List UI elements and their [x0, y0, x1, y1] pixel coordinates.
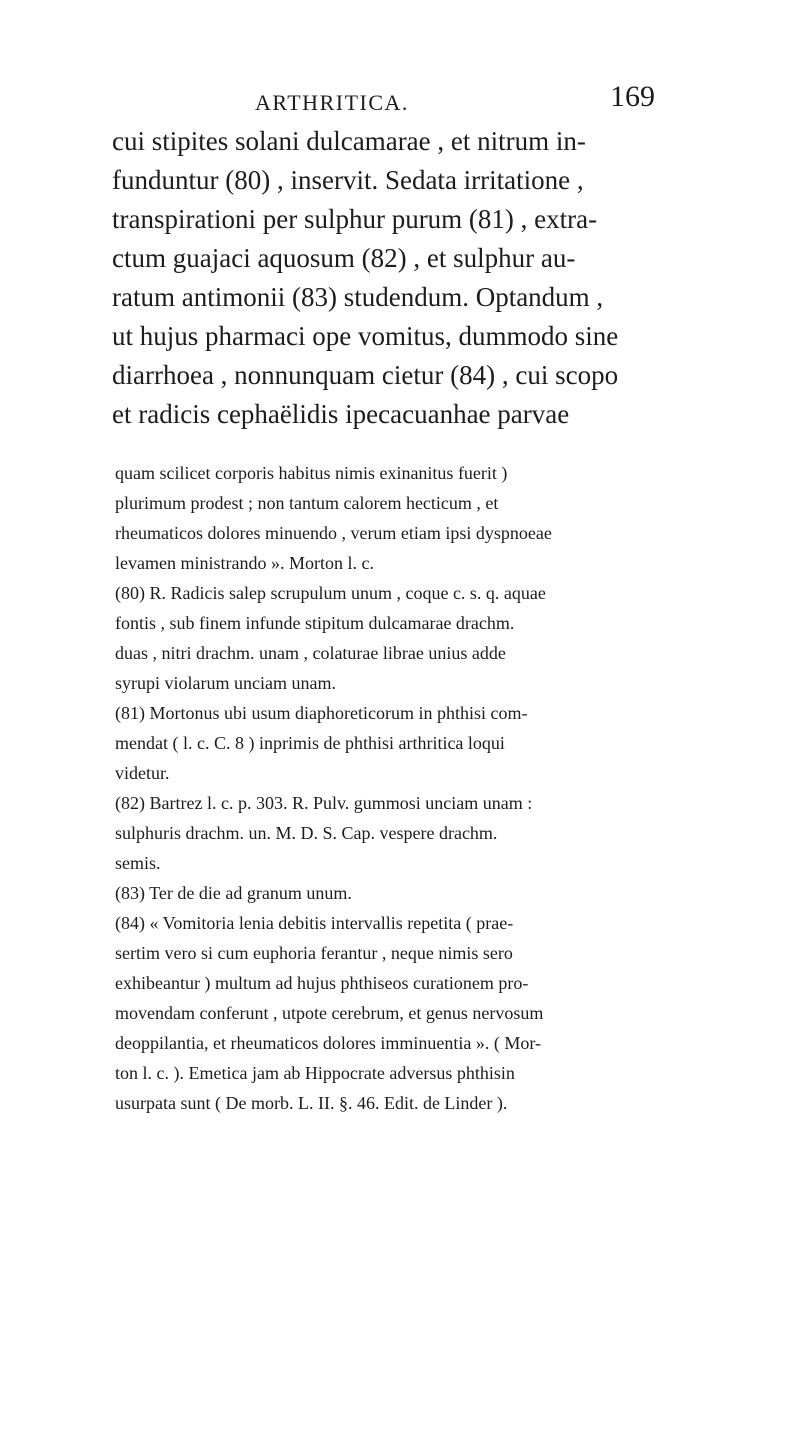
footnote-line: (83) Ter de die ad granum unum. — [115, 883, 352, 903]
footnote-line: videtur. — [115, 763, 170, 783]
main-text-line: funduntur (80) , inservit. Sedata irritatione , — [112, 165, 584, 195]
footnote-line: rheumaticos dolores minuendo , verum etiam ipsi dyspnoeae — [115, 523, 552, 543]
footnote-line: sulphuris drachm. un. M. D. S. Cap. vespere drachm. — [115, 823, 498, 843]
footnote-line: (80) R. Radicis salep scrupulum unum , coque c. s. q. aquae — [115, 583, 546, 603]
footnote-line: deoppilantia, et rheumaticos dolores imminuentia ». ( Mor- — [115, 1033, 542, 1053]
footnote-line: usurpata sunt ( De morb. L. II. §. 46. Edit. de Linder ). — [115, 1093, 508, 1113]
footnote-line: sertim vero si cum euphoria ferantur , neque nimis sero — [115, 943, 513, 963]
footnote-line: exhibeantur ) multum ad hujus phthiseos curationem pro- — [115, 973, 529, 993]
footnote-line: semis. — [115, 853, 161, 873]
footnote-line: (84) « Vomitoria lenia debitis intervallis repetita ( prae- — [115, 913, 514, 933]
footnote-line: fontis , sub finem infunde stipitum dulcamarae drachm. — [115, 613, 515, 633]
main-text-line: ratum antimonii (83) studendum. Optandum , — [112, 282, 604, 312]
main-text-line: et radicis cephaëlidis ipecacuanhae parvae — [112, 399, 570, 429]
footnote-line: mendat ( l. c. C. 8 ) inprimis de phthisi arthritica loqui — [115, 733, 505, 753]
main-text-line: transpirationi per sulphur purum (81) , extra- — [112, 204, 598, 234]
footnote-line: syrupi violarum unciam unam. — [115, 673, 336, 693]
main-text-line: ctum guajaci aquosum (82) , et sulphur au- — [112, 243, 576, 273]
main-text-block — [112, 122, 692, 434]
main-text-line: cui stipites solani dulcamarae , et nitrum in- — [112, 126, 586, 156]
footnote-line: levamen ministrando ». Morton l. c. — [115, 553, 374, 573]
footnote-line: (82) Bartrez l. c. p. 303. R. Pulv. gummosi unciam unam : — [115, 793, 533, 813]
main-text-line: ut hujus pharmaci ope vomitus, dummodo sine — [112, 321, 619, 351]
page-number: 169 — [610, 80, 655, 113]
footnote-line: quam scilicet corporis habitus nimis exinanitus fuerit ) — [115, 463, 508, 483]
footnote-line: movendam conferunt , utpote cerebrum, et genus nervosum — [115, 1003, 544, 1023]
footnote-line: duas , nitri drachm. unam , colaturae librae unius adde — [115, 643, 506, 663]
main-text-line: diarrhoea , nonnunquam cietur (84) , cui scopo — [112, 360, 619, 390]
running-title: ARTHRITICA. — [255, 90, 409, 115]
footnotes-block — [115, 458, 695, 1118]
footnote-line: ton l. c. ). Emetica jam ab Hippocrate adversus phthisin — [115, 1063, 515, 1083]
footnote-line: plurimum prodest ; non tantum calorem hecticum , et — [115, 493, 499, 513]
footnote-line: (81) Mortonus ubi usum diaphoreticorum in phthisi com- — [115, 703, 528, 723]
